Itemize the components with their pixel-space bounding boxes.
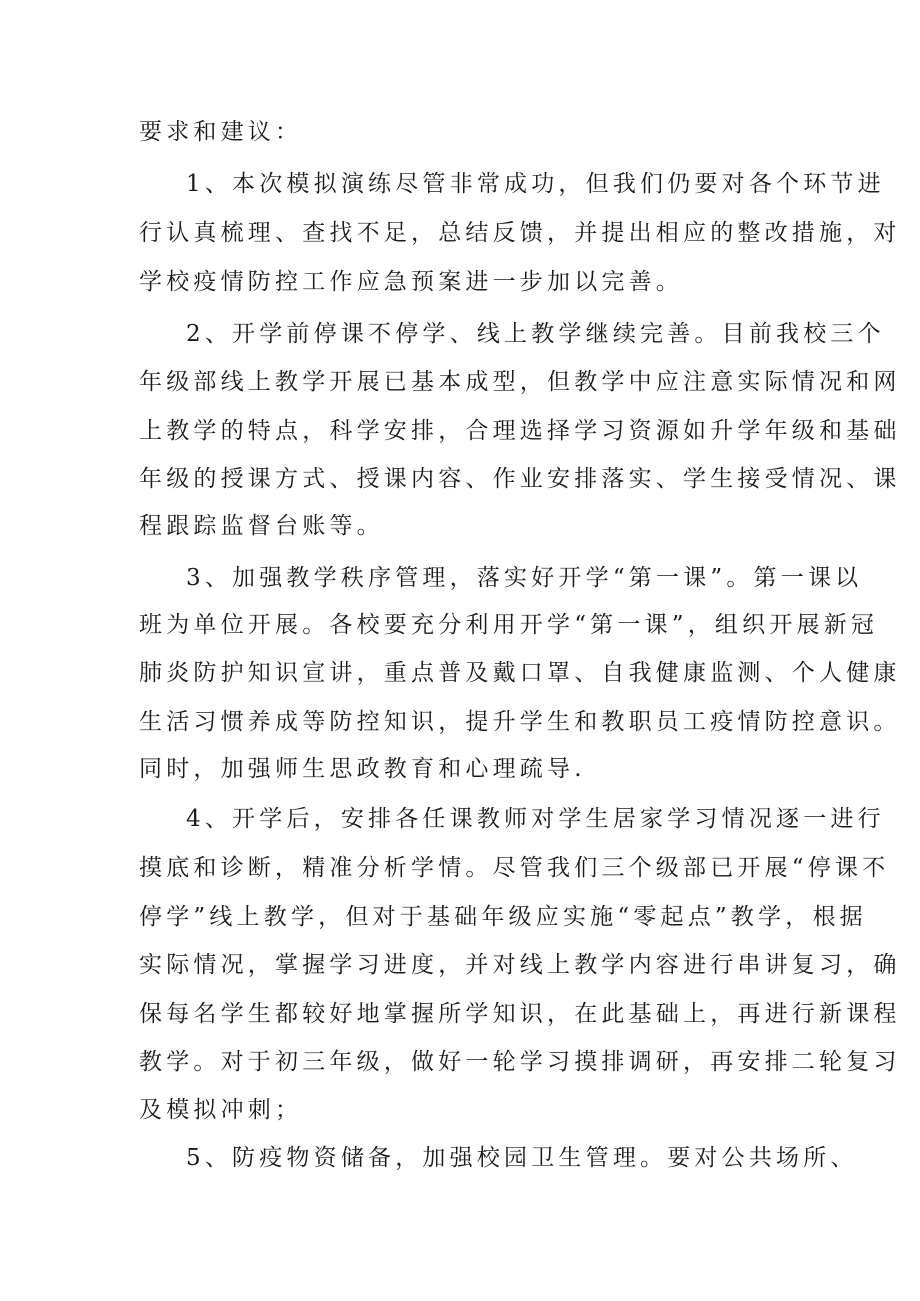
section-heading: 要求和建议： [139, 119, 303, 145]
item-2-line-1: 2、开学前停课不停学、线上教学继续完善。目前我校三个 [186, 321, 885, 347]
item-5-line-1: 5、防疫物资储备，加强校园卫生管理。要对公共场所、 [186, 1145, 858, 1171]
item-4-line-6: 教学。对于初三年级，做好一轮学习摸排调研，再安排二轮复习 [139, 1049, 901, 1075]
item-4-line-3: 停学”线上教学，但对于基础年级应实施“零起点”教学，根据 [139, 904, 867, 930]
item-1-line-3: 学校疫情防控工作应急预案进一步加以完善。 [139, 269, 683, 295]
item-3-line-4: 生活习惯养成等防控知识，提升学生和教职员工疫情防控意识。 [139, 709, 901, 735]
item-4-line-2: 摸底和诊断，精准分析学情。尽管我们三个级部已开展“停课不 [139, 855, 890, 881]
item-2-line-3: 上教学的特点，科学安排，合理选择学习资源如升学年级和基础 [139, 418, 901, 444]
item-2-line-5: 程跟踪监督台账等。 [139, 513, 384, 539]
item-2-line-2: 年级部线上教学开展已基本成型，但教学中应注意实际情况和网 [139, 369, 901, 395]
item-1-line-1: 1、本次模拟演练尽管非常成功，但我们仍要对各个环节进 [186, 171, 885, 197]
item-4-line-1: 4、开学后，安排各任课教师对学生居家学习情况逐一进行 [186, 806, 885, 832]
item-4-line-5: 保每名学生都较好地掌握所学知识，在此基础上，再进行新课程 [139, 1001, 901, 1027]
item-3-line-2: 班为单位开展。各校要充分利用开学“第一课”，组织开展新冠 [139, 612, 879, 638]
item-3-line-5: 同时，加强师生思政教育和心理疏导. [139, 756, 586, 782]
item-4-line-4: 实际情况，掌握学习进度，并对线上教学内容进行串讲复习，确 [139, 952, 901, 978]
item-3-line-1: 3、加强教学秩序管理，落实好开学“第一课”。第一课以 [186, 565, 863, 591]
item-4-line-7: 及模拟冲刺； [139, 1097, 303, 1123]
item-3-line-3: 肺炎防护知识宣讲，重点普及戴口罩、自我健康监测、个人健康 [139, 660, 901, 686]
item-2-line-4: 年级的授课方式、授课内容、作业安排落实、学生接受情况、课 [139, 466, 901, 492]
item-1-line-2: 行认真梳理、查找不足，总结反馈，并提出相应的整改措施，对 [139, 220, 901, 246]
